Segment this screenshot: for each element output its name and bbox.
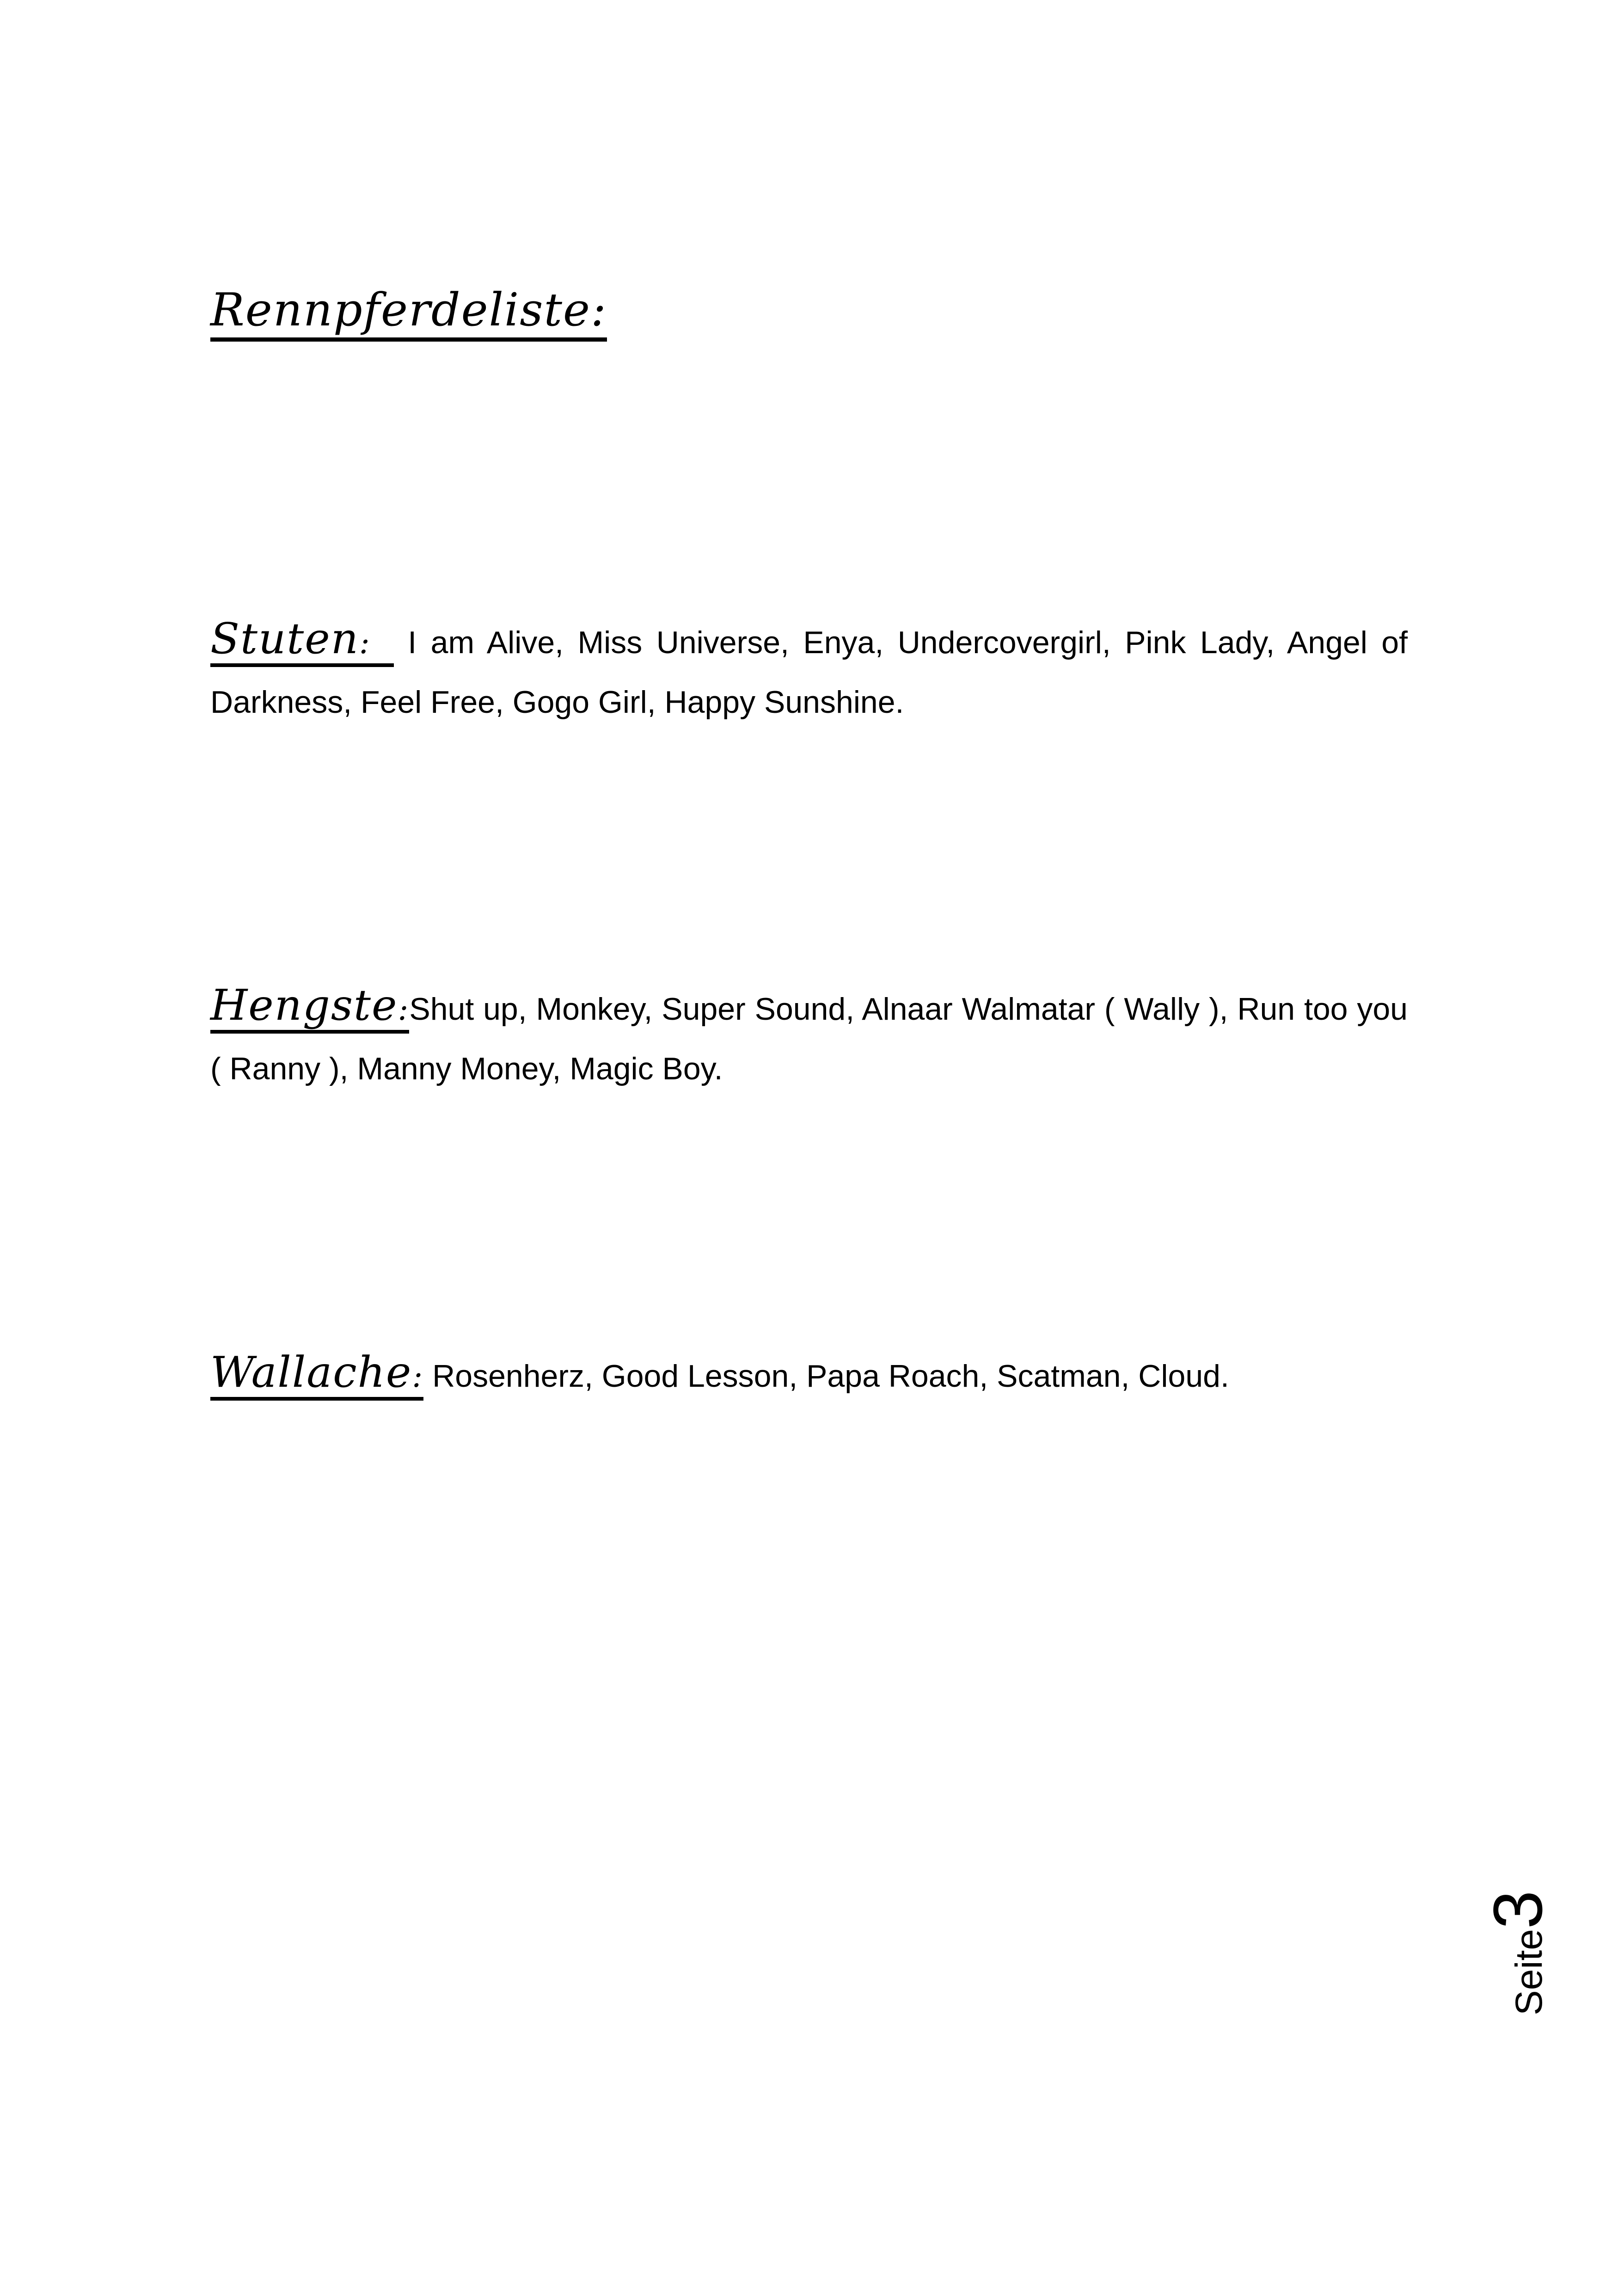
page-number-value: 3	[1479, 1890, 1557, 1929]
section-heading-wallache-colon: :	[412, 1358, 424, 1395]
page-title-colon: :	[590, 284, 607, 337]
section-stuten	[210, 609, 1408, 732]
section-heading-stuten-colon: :	[359, 625, 371, 661]
page-number-label: Seite	[1508, 1929, 1550, 2015]
section-heading-hengste	[210, 980, 409, 1034]
section-heading-stuten	[210, 614, 394, 667]
page-title	[210, 277, 607, 343]
section-text-stuten: I am Alive, Miss Universe, Enya, Undercovergirl, Pink Lady, Angel of Darkness, Feel Free, Gogo Girl, Happy Sunshine.	[210, 625, 1408, 720]
page-title-label	[210, 284, 607, 342]
section-hengste	[210, 976, 1408, 1098]
section-heading-hengste-text: Hengste	[210, 980, 398, 1030]
section-heading-stuten-text: Stuten	[210, 614, 359, 663]
section-wallache	[210, 1343, 1408, 1406]
section-heading-wallache	[210, 1347, 423, 1401]
section-text-wallache: Rosenherz, Good Lesson, Papa Roach, Scatman, Cloud.	[432, 1359, 1229, 1394]
page-title-text: Rennpferdeliste	[210, 284, 591, 337]
section-heading-hengste-colon: :	[398, 991, 410, 1028]
section-heading-wallache-text: Wallache	[210, 1347, 412, 1397]
page-number	[1479, 1890, 1557, 2015]
section-text-hengste: Shut up, Monkey, Super Sound, Alnaar Walmatar ( Wally ), Run too you ( Ranny ), Manny Money, Magic Boy.	[210, 992, 1408, 1086]
